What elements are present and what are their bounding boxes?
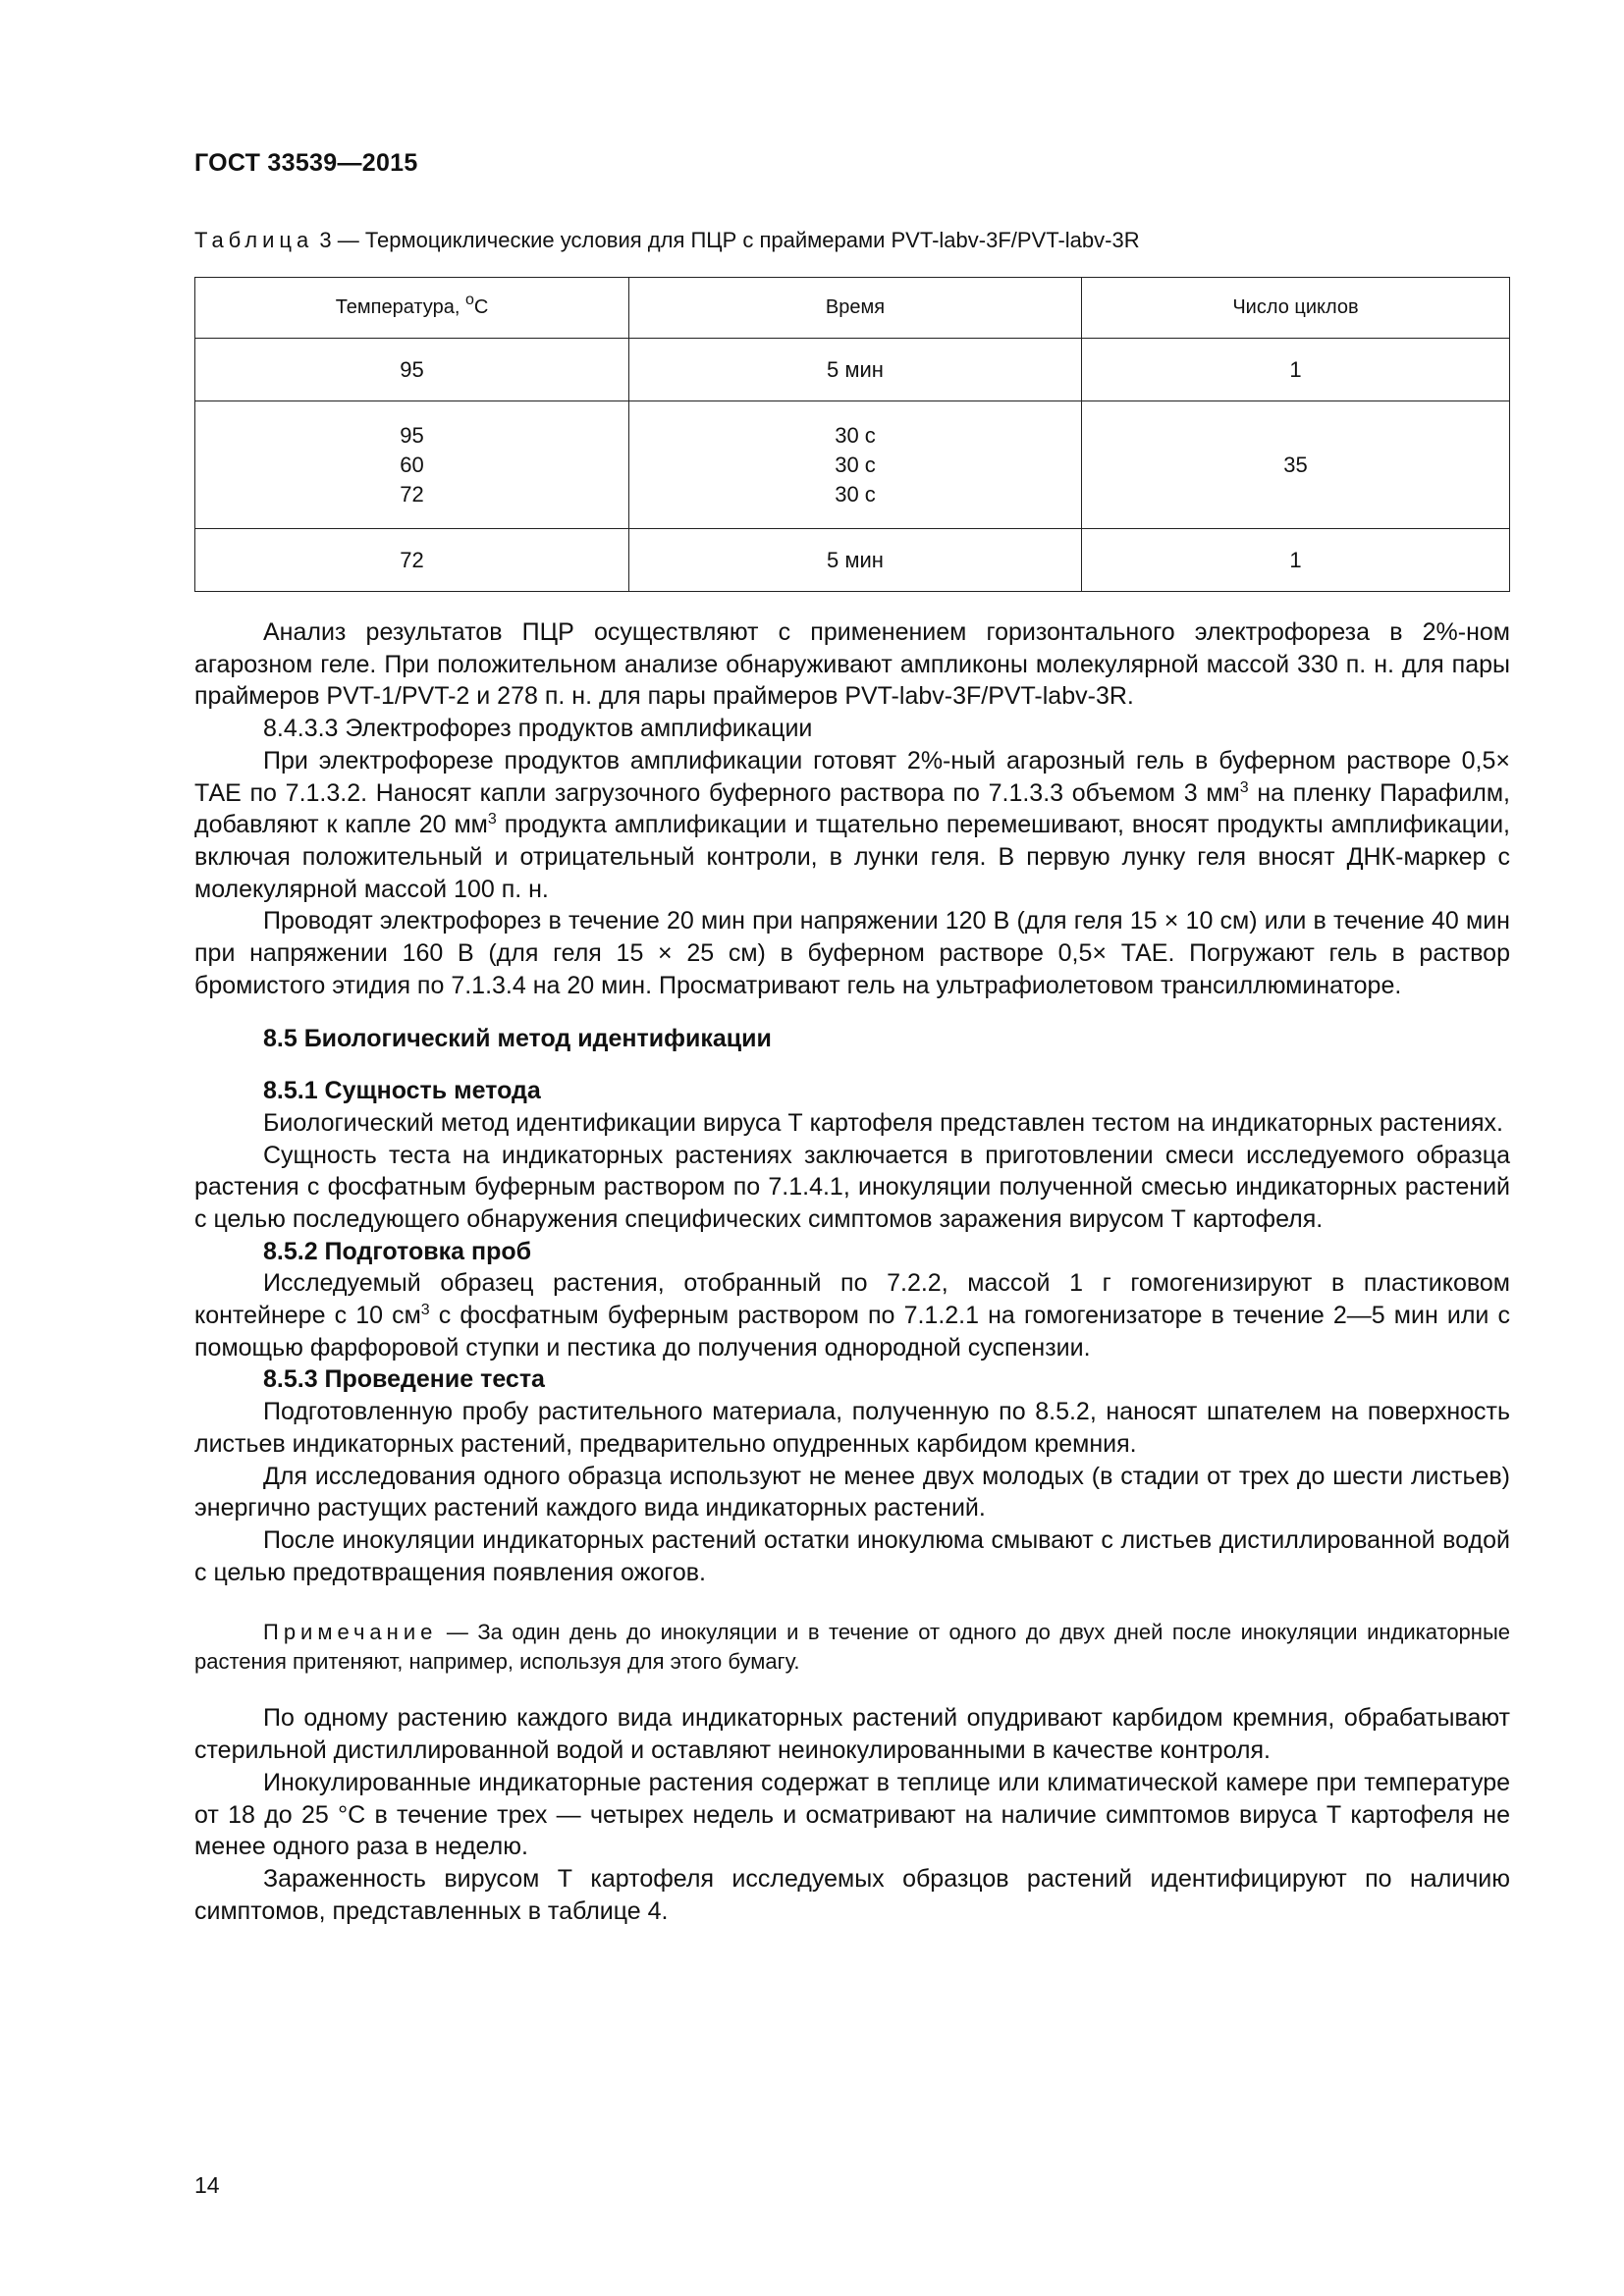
thermocycling-table — [194, 277, 1510, 592]
cell-cycles: 1 — [1082, 529, 1510, 592]
table-row — [195, 401, 1510, 529]
paragraph: Сущность теста на индикаторных растениях заключается в приготовлении смеси исследуемого образца растения с фосфатным буферным раствором по 7.1.4.1, инокуляции полученной смесью индикаторных растений с целью последующего обнаружения специфических симптомов заражения вирусом Т картофеля. — [194, 1141, 1510, 1233]
paragraph: Инокулированные индикаторные растения содержат в теплице или климатической камере при температуре от 18 до 25 °С в течение трех — четырех недель и осматривают на наличие симптомов вируса Т картофеля не менее одного раза в неделю. — [194, 1768, 1510, 1861]
subsection-title: 8.4.3.3 Электрофорез продуктов амплификации — [263, 715, 813, 743]
paragraph: По одному растению каждого вида индикаторных растений опудривают карбидом кремния, обрабатывают стерильной дистиллированной водой и оставляют неинокулированными в качестве контроля. — [194, 1704, 1510, 1765]
col-header-temperature: Температура, $^о$С — [195, 278, 629, 339]
table-caption — [194, 228, 1140, 253]
cell-temperature: 95 — [195, 339, 629, 401]
table-row — [195, 529, 1510, 592]
subsection-heading: 8.5.3 Проведение теста — [263, 1365, 545, 1394]
cell-temperature: 72 — [195, 529, 629, 592]
paragraph: После инокуляции индикаторных растений остатки инокулюма смывают с листьев дистиллированной водой с целью предотвращения появления ожогов. — [194, 1525, 1510, 1586]
document-code-header: ГОСТ 33539—2015 — [194, 149, 418, 177]
note — [194, 1618, 1510, 1677]
subsection-heading: 8.5.1 Сущность метода — [263, 1077, 541, 1105]
subsection-heading: 8.5.2 Подготовка проб — [263, 1237, 532, 1265]
cell-temperature: 95 60 72 — [195, 401, 629, 529]
note-text: — За один день до инокуляции и в течение от одного до двух дней после инокуляции индикаторные растения притеняют, например, используя для этого бумагу. — [194, 1620, 1510, 1675]
paragraph: При электрофорезе продуктов амплификации готовят 2%-ный агарозный гель в буферном растворе 0,5× ТАЕ по 7.1.3.2. Наносят капли загрузочного буферного раствора по 7.1.3.3 объемом 3 $мм^3$ на пленку Парафилм, добавляют к капле 20 $мм^3$ продукта амплификации и тщательно перемешивают, вносят продукты амплификации, включая положительный и отрицательный контроли, в лунки геля. В первую лунку геля вносят ДНК-маркер с молекулярной массой 100 п. н. — [194, 746, 1511, 903]
paragraph: Зараженность вирусом Т картофеля исследуемых образцов растений идентифицируют по наличию симптомов, представленных в таблице 4. — [194, 1864, 1510, 1925]
body-text — [194, 616, 1510, 1927]
table-caption-text: 3 — Термоциклические условия для ПЦР с праймерами PVT-labv-3F/PVT-labv-3R — [313, 228, 1140, 252]
cell-time: 5 мин — [629, 339, 1082, 401]
paragraph: Подготовленную пробу растительного материала, полученную по 8.5.2, наносят шпателем на поверхность листьев индикаторных растений, предварительно опудренных карбидом кремния. — [194, 1398, 1510, 1458]
note-label: Примечание — [263, 1620, 438, 1645]
paragraph: Анализ результатов ПЦР осуществляют с применением горизонтального электрофореза в 2%-ном агарозном геле. При положительном анализе обнаруживают ампликоны молекулярной массой 330 п. н. для пары праймеров PVT-1/PVT-2 и 278 п. н. для пары праймеров PVT-labv-3F/PVT-labv-3R. — [194, 618, 1510, 711]
page-number: 14 — [194, 2172, 220, 2198]
table-header-row — [195, 278, 1510, 339]
cell-cycles: 1 — [1082, 339, 1510, 401]
paragraph: Исследуемый образец растения, отобранный по 7.2.2, массой 1 г гомогенизируют в пластиковом контейнере с 10 $см^3$ с фосфатным буферным раствором по 7.1.2.1 на гомогенизаторе в течение 2—5 мин или с помощью фарфоровой ступки и пестика до получения однородной суспензии. — [194, 1269, 1510, 1362]
cell-cycles: 35 — [1082, 401, 1510, 529]
section-heading: 8.5 Биологический метод идентификации — [263, 1025, 772, 1053]
cell-time: 5 мин — [629, 529, 1082, 592]
table-row — [195, 339, 1510, 401]
paragraph: Для исследования одного образца используют не менее двух молодых (в стадии от трех до шести листьев) энергично растущих растений каждого вида индикаторных растений. — [194, 1462, 1510, 1522]
col-header-cycles: Число циклов — [1082, 278, 1510, 339]
degree-sup: о — [464, 292, 474, 308]
col-header-time: Время — [629, 278, 1082, 339]
cell-time: 30 с 30 с 30 с — [629, 401, 1082, 529]
paragraph: Биологический метод идентификации вируса Т картофеля представлен тестом на индикаторных растениях. — [263, 1108, 1503, 1137]
paragraph: Проводят электрофорез в течение 20 мин при напряжении 120 В (для геля 15 × 10 см) или в течение 40 мин при напряжении 160 В (для геля 15 × 25 см) в буферном растворе 0,5× ТАЕ. Погружают гель в раствор бромистого этидия по 7.1.3.4 на 20 мин. Просматривают гель на ультрафиолетовом трансиллюминаторе. — [194, 907, 1510, 999]
table-caption-word: Таблица — [194, 228, 314, 252]
